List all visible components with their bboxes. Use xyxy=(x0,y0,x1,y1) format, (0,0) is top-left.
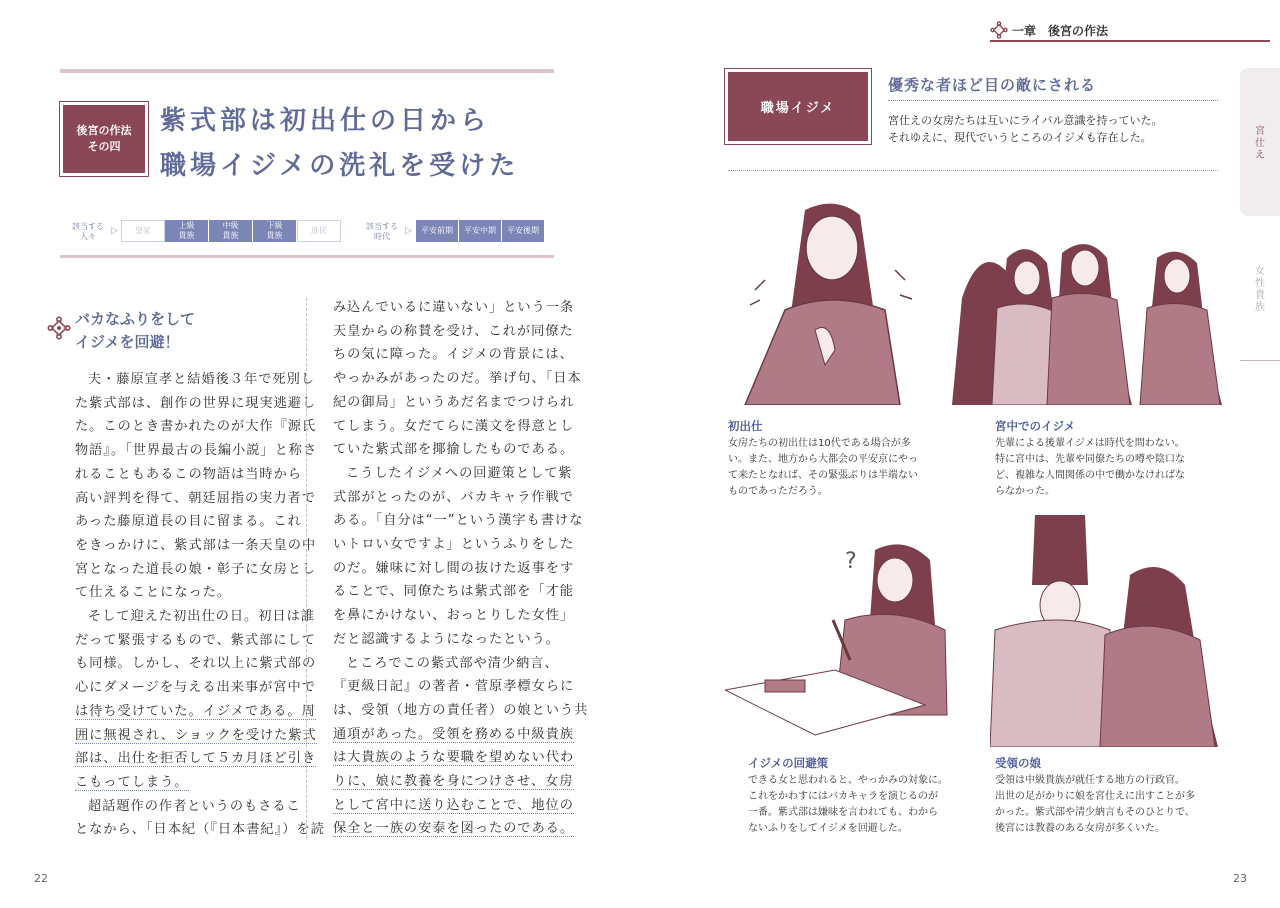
body-line: 超話題作の作者というのもさるこ xyxy=(88,798,301,814)
people-category: 皇家 xyxy=(121,220,165,242)
people-category: 下級 貴族 xyxy=(253,220,297,242)
body-line: やっかみがあったのだ。挙げ句、「日本 xyxy=(333,371,582,387)
body-line: てしまう。女だてらに漢文を得意とし xyxy=(333,418,575,434)
body-line: ることで、同僚たちは紫式部を「才能 xyxy=(333,584,574,600)
section-badge-right: 職場イジメ xyxy=(728,72,868,141)
body-line: 部は、出仕を拒否して５カ月ほど引き xyxy=(75,751,317,767)
body-line: た。このとき書かれたのが大作『源氏 xyxy=(75,419,317,435)
chevron-right-icon: ▷ xyxy=(111,226,118,236)
chapter-header xyxy=(990,20,1280,42)
column-divider xyxy=(306,298,307,838)
people-category: 中級 貴族 xyxy=(209,220,253,242)
body-line: だって緊張するもので、紫式部にして xyxy=(75,632,316,648)
body-line: 心にダメージを与える出来事が宮中で xyxy=(75,680,316,696)
body-line: そして迎えた初出仕の日。初日は誰 xyxy=(88,609,315,624)
chevron-right-icon: ▷ xyxy=(405,226,412,236)
body-line: ていた紫式部を揶揄したものである。 xyxy=(333,442,575,458)
caption-title-3: イジメの回避策 xyxy=(748,756,829,770)
side-tab-inactive[interactable] xyxy=(1240,216,1280,360)
caption-title-4: 受領の娘 xyxy=(995,756,1041,770)
body-line: だと認識するようになったという。 xyxy=(333,631,560,647)
body-line: を鼻にかけない、おっとりした女性」 xyxy=(333,608,575,624)
tab-label: 女性貴族 xyxy=(1255,266,1265,313)
body-line: は大貴族のような要職を望めない代わ xyxy=(333,750,575,766)
caption-title-2: 宮中でのイジメ xyxy=(995,419,1076,433)
caption-text-1: 女房たちの初出仕は10代である場合が多 い。また、地方から大都会の平安京にやっ て来たとなれば、その緊張ぶりは半端ない ものであっただろう。 xyxy=(728,438,918,497)
caption-text-2: 先輩による後輩イジメは時代を問わない。 特に宮中は、先輩や同僚たちの噂や陰口な ど、複雑な人間関係の中で働かなければな らなかった。 xyxy=(995,438,1185,497)
body-line: 紀の御局」というあだ名までつけられ xyxy=(333,394,575,410)
body-line: をきっかけに、紫式部は一条天皇の中 xyxy=(75,537,317,553)
section-badge xyxy=(63,105,145,173)
body-line: として宮中に送り込むことで、地位の xyxy=(333,797,574,813)
side-tab-active[interactable] xyxy=(1240,68,1280,216)
headline-line2: 職場イジメの洗礼を受けた xyxy=(160,151,520,181)
body-line: あった藤原道長の目に留まる。これ xyxy=(75,514,302,530)
badge-line1: 後宮の作法 xyxy=(76,124,132,137)
body-line: のだ。嫌味に対し間の抜けた返事をす xyxy=(333,560,575,576)
body-line: れることもあるこの物語は当時から xyxy=(75,466,302,482)
flower-ornament-icon xyxy=(990,21,1008,39)
page-number-right: 23 xyxy=(1233,872,1247,885)
caption-title-1: 初出仕 xyxy=(728,419,763,433)
question-mark: ? xyxy=(845,549,857,574)
body-line: も同様。しかし、それ以上に紫式部の xyxy=(75,656,317,672)
body-line: 『更級日記』の著者・菅原孝標女らに xyxy=(333,679,575,695)
body-line: こうしたイジメへの回避策として紫 xyxy=(346,465,573,481)
illustration-avoidance xyxy=(725,540,955,745)
illustration-first-service xyxy=(735,200,950,405)
body-line: いトロい女ですよ」というふりをした xyxy=(333,537,575,552)
caption-text-4: 受領は中級貴族が就任する地方の行政官。 出世の足がかりに娘を宮仕えに出すことが多 かった。紫式部や清少納言もそのひとりで、 後宮には教養のある女房が多くいた。 xyxy=(995,775,1195,834)
body-line: ところでこの紫式部や清少納言、 xyxy=(346,655,559,671)
era-category: 平安中期 xyxy=(459,220,502,242)
section-title-rule xyxy=(888,100,1218,101)
bottom-rule xyxy=(60,255,554,258)
body-line: み込んでいるに違いない」という一条 xyxy=(333,300,575,315)
body-line: ある。「自分は“一”という漢字も書けな xyxy=(333,513,584,529)
tab-divider xyxy=(1240,360,1280,361)
body-line: となから、「日本紀（『日本書紀』）を読 xyxy=(75,822,325,838)
body-line: 式部がとったのが、バカキャラ作戦で xyxy=(333,489,574,505)
flower-ornament-icon xyxy=(47,316,71,340)
body-line: ちの気に障った。イジメの背景には、 xyxy=(333,347,574,363)
body-line: りに、娘に教養を身につけさせ、女房 xyxy=(333,774,574,789)
subheading-line2: イジメを回避！ xyxy=(75,333,180,351)
badge-line2: その四 xyxy=(87,140,121,153)
body-line: 夫・藤原宣孝と結婚後３年で死別し xyxy=(88,372,315,387)
body-line: 囲に無視され、ショックを受けた紫式 xyxy=(75,727,317,743)
body-line: 通項があった。受領を務める中級貴族 xyxy=(333,726,575,742)
illustration-palace-bullying xyxy=(952,238,1232,405)
illustration-governor-daughter xyxy=(990,515,1220,747)
body-line: た紫式部は、創作の世界に現実逃避し xyxy=(75,395,317,411)
body-line: 高い評判を得て、朝廷屈指の実力者で xyxy=(75,490,316,506)
headline-line1: 紫式部は初出仕の日から xyxy=(160,106,491,136)
caption-text-3: できる女と思われると、やっかみの対象に。 これをかわすにはバカキャラを演じるのが 一番。紫式部は嫌味を言われても、わから ないふりをしてイジメを回避した。 xyxy=(748,775,948,834)
section-bottom-rule xyxy=(728,170,1218,171)
tab-label: 宮仕え xyxy=(1255,126,1265,161)
subheading-line1: バカなふりをして xyxy=(75,310,196,328)
page-number-left: 22 xyxy=(34,872,48,885)
people-category: 上級 貴族 xyxy=(165,220,209,242)
people-category: 庶民 xyxy=(297,220,341,242)
people-label: 該当する 人々 xyxy=(72,222,104,241)
body-line: は、受領（地方の責任者）の娘という共 xyxy=(333,702,589,718)
era-category: 平安前期 xyxy=(416,220,459,242)
era-category: 平安後期 xyxy=(502,220,545,242)
top-rule xyxy=(60,69,554,73)
body-line: こもってしまう。 xyxy=(75,774,189,790)
section-title: 優秀な者ほど目の敵にされる xyxy=(888,76,1097,94)
body-line: は待ち受けていた。イジメである。周 xyxy=(75,703,316,719)
body-line: 物語』。「世界最古の長編小説」と称さ xyxy=(75,443,318,459)
era-label: 該当する 時代 xyxy=(366,222,398,241)
body-line: て仕えることになった。 xyxy=(75,585,232,601)
section-text: 宮仕えの女房たちは互いにライバル意識を持っていた。 それゆえに、現代でいうところのイジメも存在した。 xyxy=(888,114,1163,144)
chapter-rule xyxy=(990,40,1270,42)
body-line: 保全と一族の安泰を図ったのである。 xyxy=(333,821,575,837)
body-line: 宮となった道長の娘・彰子に女房とし xyxy=(75,561,317,577)
chapter-title: 一章 後宮の作法 xyxy=(1012,24,1109,38)
body-line: 天皇からの称賛を受け、これが同僚た xyxy=(333,323,574,339)
